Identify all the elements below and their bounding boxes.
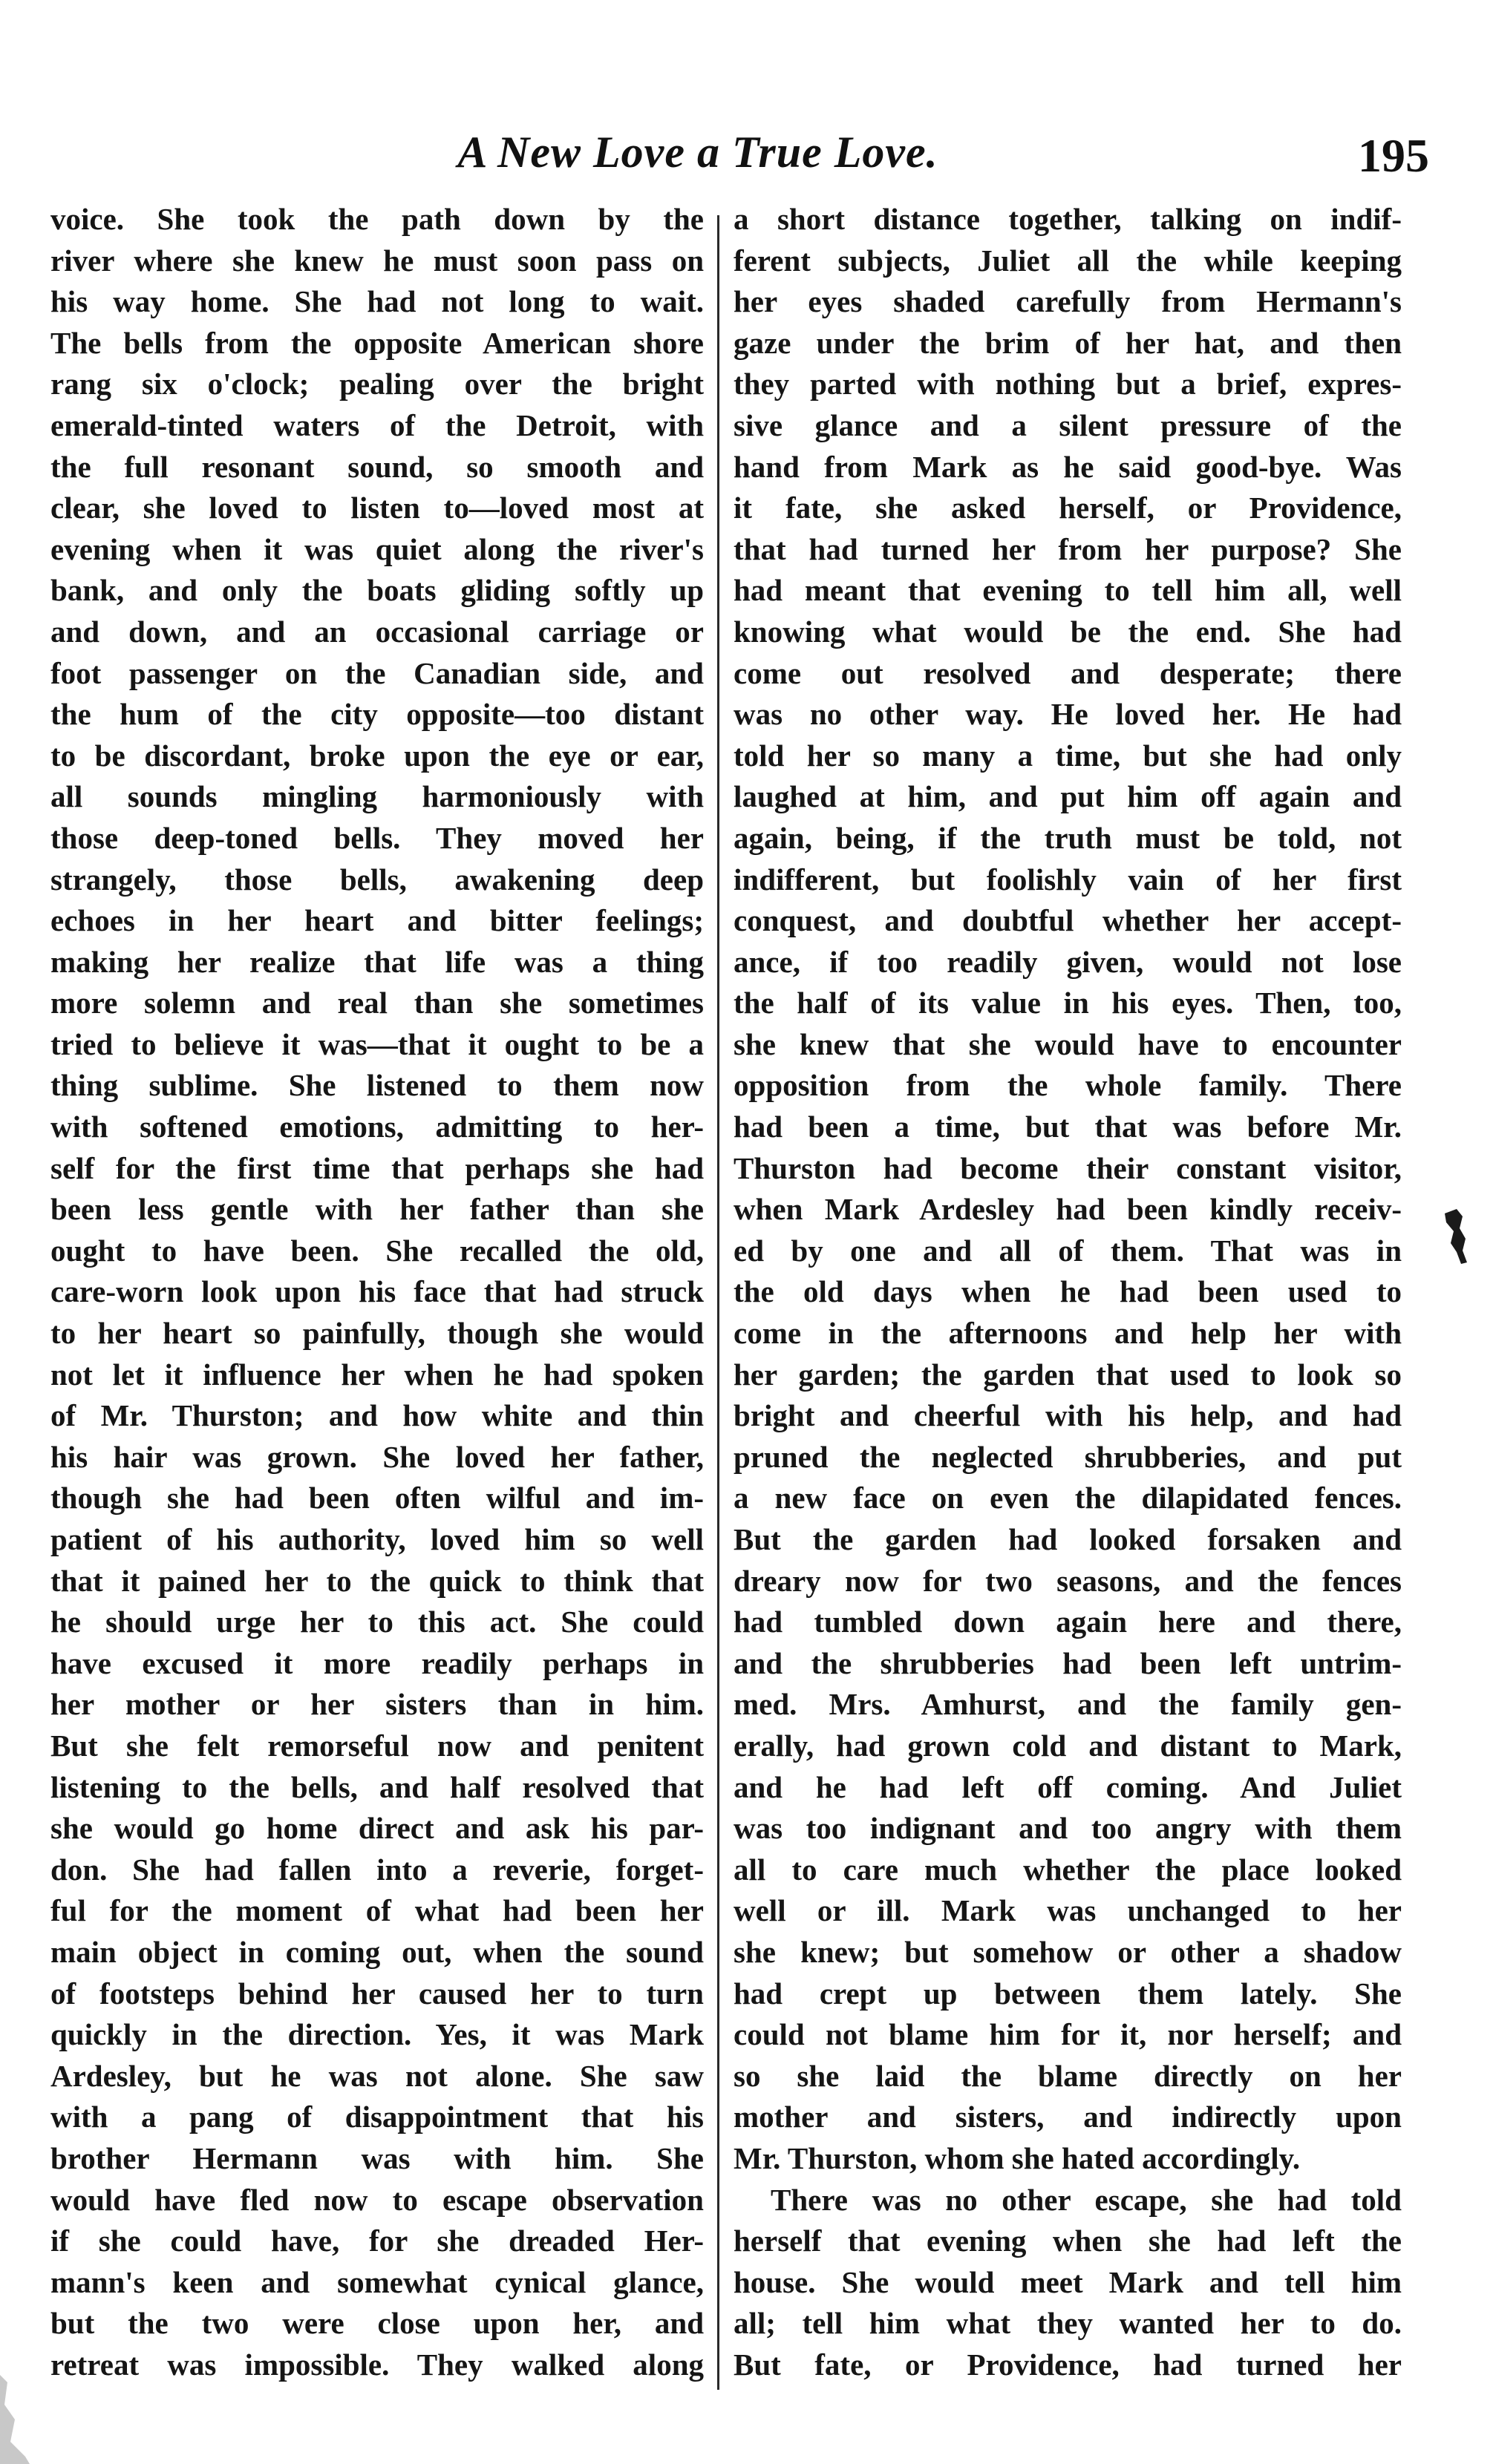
text-line: There was no other escape, she had told — [771, 2182, 1402, 2217]
text-line: ought to have been. She recalled the old, — [50, 1233, 704, 1268]
text-line: retreat was impossible. They walked along — [50, 2347, 704, 2382]
text-line: Mr. Thurston, whom she hated accordingly. — [734, 2140, 1301, 2175]
text-line: erally, had grown cold and distant to Mark, — [734, 1728, 1402, 1763]
text-line: had meant that evening to tell him all, well — [734, 573, 1402, 608]
text-line: her garden; the garden that used to look so — [734, 1357, 1402, 1392]
text-line: again, being, if the truth must be told, not — [734, 820, 1402, 855]
text-line: told her so many a time, but she had only — [734, 738, 1402, 773]
text-line: emerald-tinted waters of the Detroit, with — [50, 407, 704, 442]
text-line: thing sublime. She listened to them now — [50, 1068, 704, 1103]
text-line: had crept up between them lately. She — [734, 1976, 1402, 2011]
running-title: A New Love a True Love. — [457, 128, 938, 177]
text-line: all; tell him what they wanted her to do. — [734, 2306, 1402, 2341]
text-line: ed by one and all of them. That was in — [734, 1233, 1402, 1268]
text-line: she knew; but somehow or other a shadow — [734, 1934, 1402, 1969]
text-line: that had turned her from her purpose? She — [734, 531, 1402, 566]
text-line: brother Hermann was with him. She — [50, 2140, 704, 2175]
text-line: had tumbled down again here and there, — [734, 1605, 1402, 1639]
text-line: come in the afternoons and help her with — [734, 1316, 1402, 1351]
text-line: echoes in her heart and bitter feelings; — [50, 903, 704, 938]
text-line: would have fled now to escape observation — [50, 2182, 704, 2217]
text-line: pruned the neglected shrubberies, and put — [734, 1439, 1402, 1474]
text-line: a new face on even the dilapidated fences. — [734, 1481, 1402, 1516]
page-number: 195 — [1358, 129, 1429, 182]
text-line: river where she knew he must soon pass on — [50, 243, 704, 278]
text-line: he should urge her to this act. She could — [50, 1605, 704, 1639]
text-line: been less gentle with her father than she — [50, 1192, 704, 1227]
text-line: and the shrubberies had been left untrim- — [734, 1645, 1402, 1680]
text-line: bank, and only the boats gliding softly up — [50, 573, 704, 608]
text-line: sive glance and a silent pressure of the — [734, 407, 1402, 442]
text-line: with a pang of disappointment that his — [50, 2100, 704, 2134]
text-line: though she had been often wilful and im- — [50, 1481, 704, 1516]
binding-ink-mark — [1440, 1206, 1470, 1265]
text-line: those deep-toned bells. They moved her — [50, 820, 704, 855]
column-divider — [717, 215, 719, 2390]
text-line: mother and sisters, and indirectly upon — [734, 2100, 1402, 2134]
text-line: Thurston had become their constant visitor, — [734, 1150, 1402, 1185]
text-line: to be discordant, broke upon the eye or ear, — [50, 738, 704, 773]
text-line: was no other way. He loved her. He had — [734, 697, 1402, 732]
text-line: all sounds mingling harmoniously with — [50, 779, 704, 814]
text-line: but the two were close upon her, and — [50, 2306, 704, 2341]
text-line: her eyes shaded carefully from Hermann's — [734, 284, 1402, 319]
text-line: knowing what would be the end. She had — [734, 614, 1402, 649]
text-line: med. Mrs. Amhurst, and the family gen- — [734, 1687, 1402, 1722]
text-line: of Mr. Thurston; and how white and thin — [50, 1398, 704, 1433]
text-line: But fate, or Providence, had turned her — [734, 2347, 1402, 2382]
text-line: evening when it was quiet along the river's — [50, 531, 704, 566]
text-line: the old days when he had been used to — [734, 1274, 1402, 1309]
text-line: gaze under the brim of her hat, and then — [734, 325, 1402, 360]
text-line: The bells from the opposite American shore — [50, 325, 704, 360]
text-line: more solemn and real than she sometimes — [50, 986, 704, 1020]
text-line: house. She would meet Mark and tell him — [734, 2264, 1402, 2299]
text-line: that it pained her to the quick to think that — [50, 1563, 704, 1598]
text-line: Ardesley, but he was not alone. She saw — [50, 2058, 704, 2093]
text-line: laughed at him, and put him off again and — [734, 779, 1402, 814]
text-line: bright and cheerful with his help, and had — [734, 1398, 1402, 1433]
text-line: the full resonant sound, so smooth and — [50, 449, 704, 484]
text-line: well or ill. Mark was unchanged to her — [734, 1893, 1402, 1928]
text-line: care-worn look upon his face that had struck — [50, 1274, 704, 1309]
text-line: all to care much whether the place looked — [734, 1852, 1402, 1887]
text-line: his hair was grown. She loved her father, — [50, 1439, 704, 1474]
text-line: she knew that she would have to encounter — [734, 1026, 1402, 1061]
text-line: had been a time, but that was before Mr. — [734, 1110, 1402, 1144]
text-line: self for the first time that perhaps she had — [50, 1150, 704, 1185]
text-line: when Mark Ardesley had been kindly receiv- — [734, 1192, 1402, 1227]
text-line: she would go home direct and ask his par- — [50, 1811, 704, 1846]
text-line: But she felt remorseful now and penitent — [50, 1728, 704, 1763]
text-line: clear, she loved to listen to—loved most at — [50, 491, 704, 525]
text-line: don. She had fallen into a reverie, forget- — [50, 1852, 704, 1887]
text-line: and down, and an occasional carriage or — [50, 614, 704, 649]
text-line: main object in coming out, when the sound — [50, 1934, 704, 1969]
text-line: making her realize that life was a thing — [50, 944, 704, 979]
text-line: they parted with nothing but a brief, expres- — [734, 367, 1402, 402]
text-line: indifferent, but foolishly vain of her first — [734, 862, 1402, 897]
text-line: dreary now for two seasons, and the fences — [734, 1563, 1402, 1598]
text-line: to her heart so painfully, though she would — [50, 1316, 704, 1351]
text-line: ferent subjects, Juliet all the while keeping — [734, 243, 1402, 278]
left-text-column — [50, 199, 704, 2385]
text-line: her mother or her sisters than in him. — [50, 1687, 704, 1722]
text-line: was too indignant and too angry with them — [734, 1811, 1402, 1846]
scan-edge-shadow — [0, 2360, 45, 2464]
text-line: opposition from the whole family. There — [734, 1068, 1402, 1103]
text-line: so she laid the blame directly on her — [734, 2058, 1402, 2093]
text-line: a short distance together, talking on indif- — [734, 202, 1402, 236]
text-line: of footsteps behind her caused her to turn — [50, 1976, 704, 2011]
text-line: herself that evening when she had left the — [734, 2224, 1402, 2258]
text-line: it fate, she asked herself, or Providence, — [734, 491, 1402, 525]
text-line: if she could have, for she dreaded Her- — [50, 2224, 704, 2258]
text-line: mann's keen and somewhat cynical glance, — [50, 2264, 704, 2299]
text-line: his way home. She had not long to wait. — [50, 284, 704, 319]
text-line: rang six o'clock; pealing over the bright — [50, 367, 704, 402]
text-line: come out resolved and desperate; there — [734, 655, 1402, 690]
text-line: foot passenger on the Canadian side, and — [50, 655, 704, 690]
text-line: ful for the moment of what had been her — [50, 1893, 704, 1928]
text-line: voice. She took the path down by the — [50, 202, 704, 236]
right-text-column — [734, 199, 1402, 2385]
text-line: and he had left off coming. And Juliet — [734, 1769, 1402, 1804]
text-line: with softened emotions, admitting to her- — [50, 1110, 704, 1144]
text-line: tried to believe it was—that it ought to be a — [50, 1026, 704, 1061]
text-line: hand from Mark as he said good-bye. Was — [734, 449, 1402, 484]
text-line: the half of its value in his eyes. Then, too, — [734, 986, 1402, 1020]
text-line: could not blame him for it, nor herself; and — [734, 2017, 1402, 2052]
text-line: the hum of the city opposite—too distant — [50, 697, 704, 732]
text-line: not let it influence her when he had spoken — [50, 1357, 704, 1392]
text-line: But the garden had looked forsaken and — [734, 1522, 1402, 1556]
text-line: listening to the bells, and half resolved that — [50, 1769, 704, 1804]
text-line: strangely, those bells, awakening deep — [50, 862, 704, 897]
text-line: have excused it more readily perhaps in — [50, 1645, 704, 1680]
text-line: conquest, and doubtful whether her accept- — [734, 903, 1402, 938]
text-line: patient of his authority, loved him so well — [50, 1522, 704, 1556]
text-line: ance, if too readily given, would not lose — [734, 944, 1402, 979]
text-line: quickly in the direction. Yes, it was Mark — [50, 2017, 704, 2052]
